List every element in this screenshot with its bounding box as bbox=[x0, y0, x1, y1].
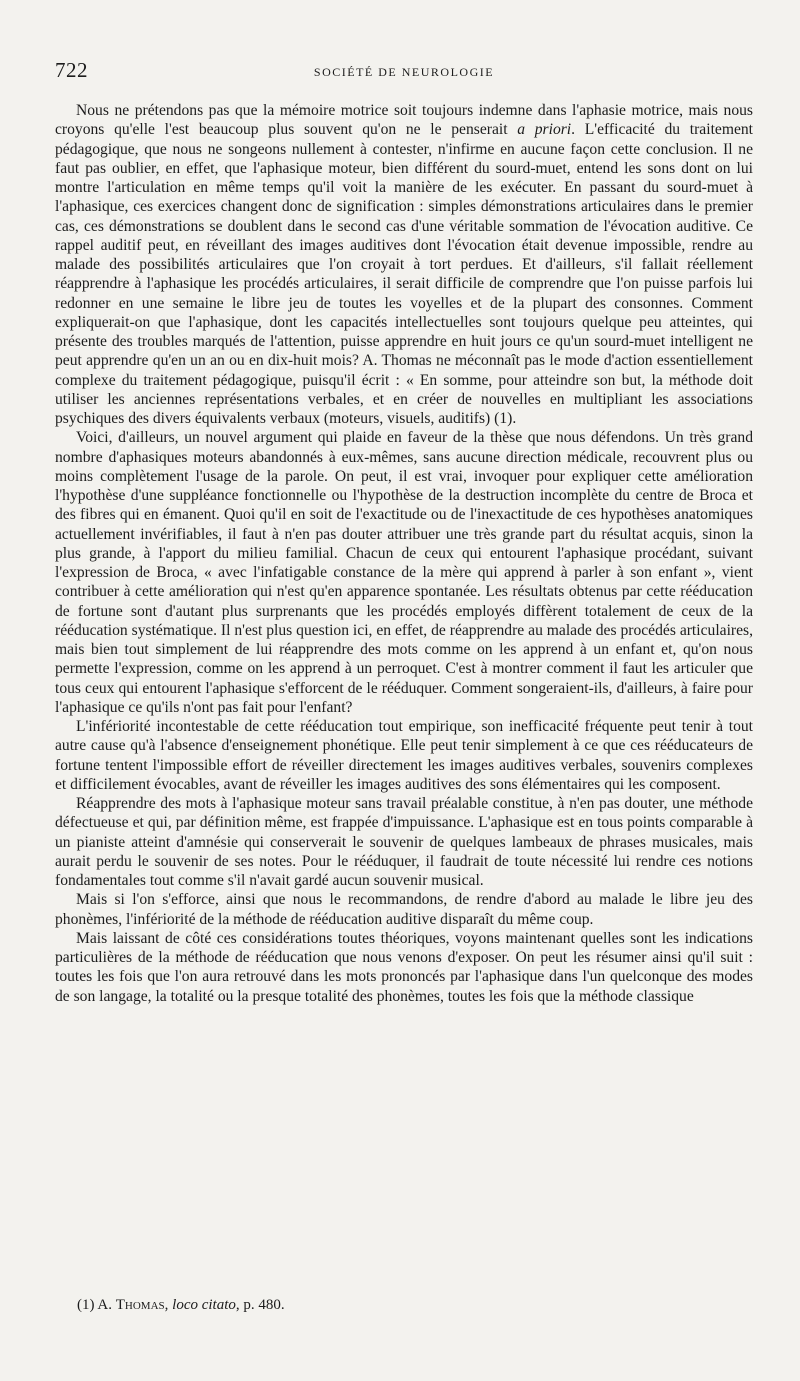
footnote bbox=[77, 1297, 285, 1314]
paragraph bbox=[55, 929, 753, 1006]
paragraph-text: Nous ne prétendons pas que la mémoire motrice soit toujours indemne dans l'aphasie motrice, mais nous croyons qu'elle l'est beaucoup plus souvent qu'on ne le penserait bbox=[55, 102, 753, 139]
body-text bbox=[55, 101, 753, 1006]
paragraph bbox=[55, 101, 753, 428]
paragraph-text: . L'efficacité du traitement pédagogique, que nous ne songeons nullement à contester, n'infirme en aucune façon cette conclusion. Il ne faut pas oublier, en effet, que l'aphasique moteur, bien différent du sourd-muet, entend les sons dont on lui montre l'articulation en même temps qu'il voit la manière de les exécuter. En passant du sourd-muet à l'aphasique, ces exercices changent donc de signification : simples démonstrations articulaires dans le premier cas, ces démonstrations se doublent dans le second cas d'une véritable sommation de l'évocation auditive. Ce rappel auditif peut, en réveillant des images auditives dont l'évocation était devenue impossible, rendre au malade des possibilités articulaires que l'on croyait à tort perdues. Et d'ailleurs, s'il fallait réellement réapprendre à l'aphasique les procédés articulaires, il serait difficile de comprendre que l'on puisse parfois lui redonner en une semaine le libre jeu de toutes les voyelles et de la plupart des consonnes. Comment expliquerait-on que l'aphasique, dont les capacités intellectuelles sont toujours quelque peu atteintes, qui présente des troubles marqués de l'attention, puisse apprendre en huit jours ce qu'un sourd-muet intelligent ne peut apprendre qu'en un an ou en dix-huit mois? A. Thomas ne méconnaît pas le mode d'action essentiellement complexe du traitement pédagogique, puisqu'il écrit : « En somme, pour atteindre son but, la méthode doit utiliser les anciennes représentations verbales, et en créer de nouvelles en multipliant les associations psychiques des divers équivalents verbaux (moteurs, visuels, auditifs) (1). bbox=[55, 121, 753, 427]
running-head: SOCIÉTÉ DE NEUROLOGIE bbox=[313, 65, 495, 79]
paragraph bbox=[55, 428, 753, 717]
paragraph bbox=[55, 890, 753, 929]
footnote-separator: , bbox=[164, 1297, 173, 1313]
italic-text: a priori bbox=[517, 121, 572, 139]
paragraph-text: Voici, d'ailleurs, un nouvel argument qui plaide en faveur de la thèse que nous défendons. Un très grand nombre d'aphasiques moteurs abandonnés à eux-mêmes, sans aucune direction médicale, recouvrent plus ou moins complètement l'usage de la parole. On peut, il est vrai, invoquer pour expliquer cette amélioration l'hypothèse d'une suppléance fonctionnelle ou l'hypothèse de la destruction incomplète du centre de Broca et des fibres qui en émanent. Quoi qu'il en soit de l'exactitude ou de l'inexactitude de ces hypothèses anatomiques actuellement invérifiables, il faut à n'en pas douter attribuer une très grande part du résultat acquis, sinon la plus grande, à l'apport du milieu familial. Chacun de ceux qui entourent l'aphasique procédant, suivant l'expression de Broca, « avec l'infatigable constance de la mère qui apprend à parler à son enfant », vient contribuer à cette amélioration qui n'est qu'en apparence spontanée. Les résultats obtenus par cette rééducation de fortune sont d'autant plus surprenants que les procédés employés diffèrent totalement de ceux de la rééducation systématique. Il n'est plus question ici, en effet, de réapprendre au malade des procédés articulaires, mais bien tout simplement de lui réapprendre des mots comme on les apprend à un enfant et, qu'on nous permette l'expression, comme on les apprend à un perroquet. C'est à montrer comment il faut les articuler que tous ceux qui entourent l'aphasique s'efforcent de le rééduquer. Comment songeraient-ils, d'ailleurs, à faire pour l'aphasique ce qu'ils n'ont pas fait pour l'enfant? bbox=[55, 429, 753, 716]
paragraph-text: Mais si l'on s'efforce, ainsi que nous le recommandons, de rendre d'abord au malade le libre jeu des phonèmes, l'infériorité de la méthode de rééducation auditive disparaît du même coup. bbox=[55, 891, 753, 928]
paragraph bbox=[55, 717, 753, 794]
page-number: 722 bbox=[55, 58, 88, 82]
paragraph bbox=[55, 794, 753, 890]
paragraph-text: L'infériorité incontestable de cette rééducation tout empirique, son inefficacité fréquente peut tenir à tout autre cause qu'à l'absence d'enseignement phonétique. Elle peut tenir simplement à ce que ces rééducateurs de fortune tentent l'impossible effort de réveiller directement les images auditives verbales, souvenirs complexes et difficilement évocables, avant de réveiller les images auditives des sons élémentaires qui les composent. bbox=[55, 718, 753, 793]
paragraph-text: Réapprendre des mots à l'aphasique moteur sans travail préalable constitue, à n'en pas douter, une méthode défectueuse et qui, par définition même, est frappée d'impuissance. L'aphasique est en tous points comparable à un pianiste atteint d'amnésie qui conserverait le souvenir de quelques lambeaux de phrases musicales, mais aurait perdu le souvenir de ses notes. Pour le rééduquer, il faudrait de toute nécessité lui rendre ces notions fondamentales tout comme s'il n'avait gardé aucun souvenir musical. bbox=[55, 795, 753, 889]
paragraph-text: Mais laissant de côté ces considérations toutes théoriques, voyons maintenant quelles sont les indications particulières de la méthode de rééducation que nous venons d'exposer. On peut les résumer ainsi qu'il suit : toutes les fois que l'on aura retrouvé dans les mots prononcés par l'aphasique dans l'un quelconque des modes de son langage, la totalité ou la presque totalité des phonèmes, toutes les fois que la méthode classique bbox=[55, 929, 753, 1005]
footnote-marker: (1) A. bbox=[77, 1297, 116, 1313]
page-header bbox=[55, 58, 753, 88]
footnote-italic: loco citato bbox=[172, 1297, 236, 1313]
footnote-author: Thomas bbox=[115, 1297, 165, 1313]
footnote-reference: , p. 480. bbox=[235, 1297, 285, 1313]
